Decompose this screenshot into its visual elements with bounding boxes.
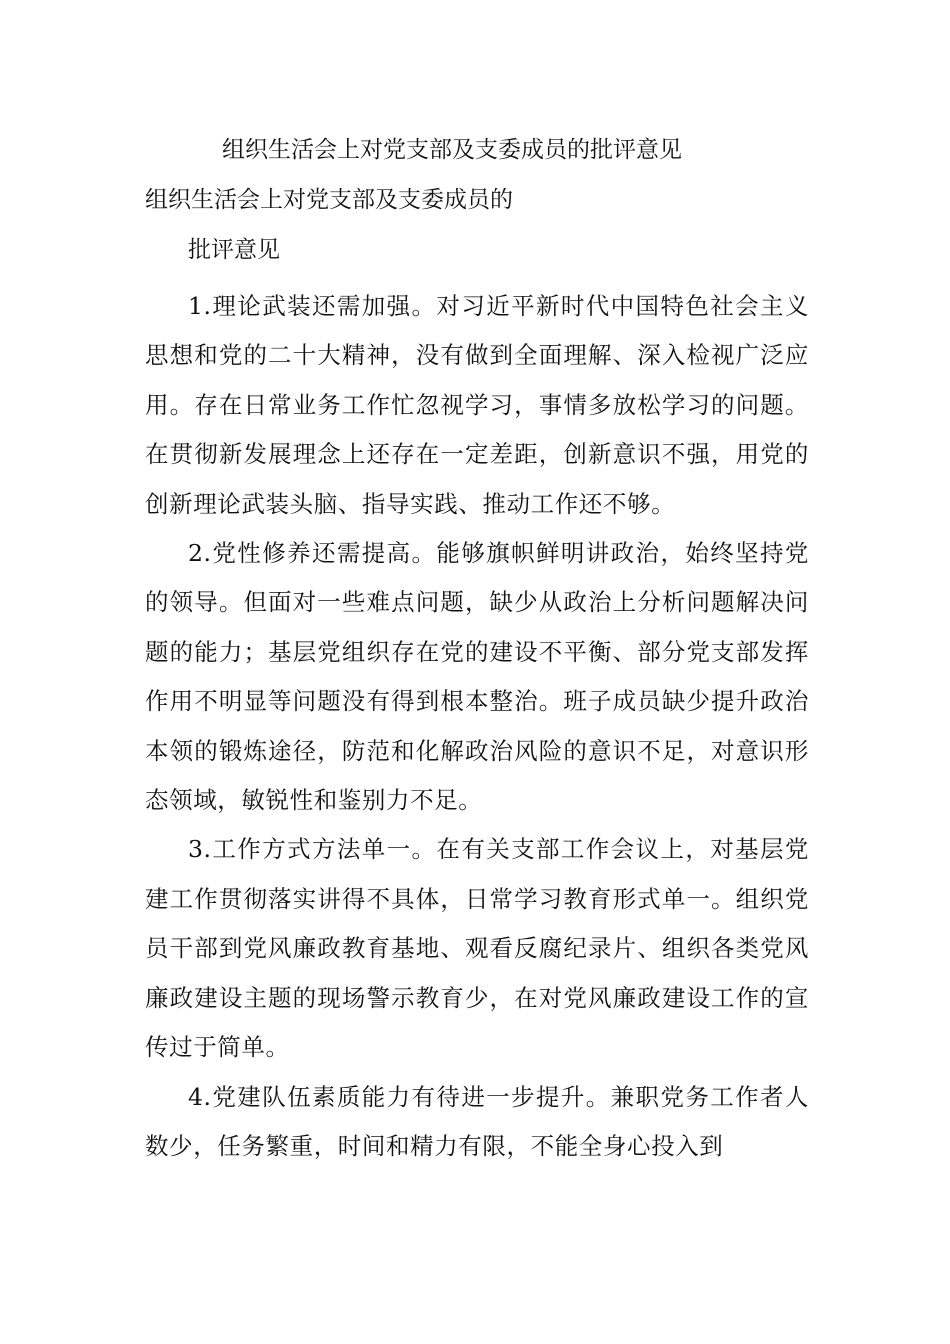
paragraph-2: 2.党性修养还需提高。能够旗帜鲜明讲政治，始终坚持党的领导。但面对一些难点问题，缺少从政治上分析问题解决问题的能力；基层党组织存在党的建设不平衡、部分党支部发挥作用不明显等问题没有得到根本整治。班子成员缺少提升政治本领的锻炼途径，防范和化解政治风险的意识不足，对意识形态领域，敏锐性和鉴别力不足。 [145,539,809,815]
subtitle-line-2: 批评意见 [188,237,280,263]
document-title: 组织生活会上对党支部及支委成员的批评意见 [222,137,682,163]
paragraph-1: 1.理论武装还需加强。对习近平新时代中国特色社会主义思想和党的二十大精神，没有做到全面理解、深入检视广泛应用。存在日常业务工作忙忽视学习，事情多放松学习的问题。在贯彻新发展理念上还存在一定差距，创新意识不强，用党的创新理论武装头脑、指导实践、推动工作还不够。 [145,292,809,518]
paragraph-4: 4.党建队伍素质能力有待进一步提升。兼职党务工作者人数少，任务繁重，时间和精力有限，不能全身心投入到 [145,1082,809,1160]
document-body [145,282,809,1171]
paragraph-3: 3.工作方式方法单一。在有关支部工作会议上，对基层党建工作贯彻落实讲得不具体，日常学习教育形式单一。组织党员干部到党风廉政教育基地、观看反腐纪录片、组织各类党风廉政建设主题的现场警示教育少，在对党风廉政建设工作的宣传过于简单。 [145,835,809,1062]
subtitle-line-1: 组织生活会上对党支部及支委成员的 [145,187,513,213]
